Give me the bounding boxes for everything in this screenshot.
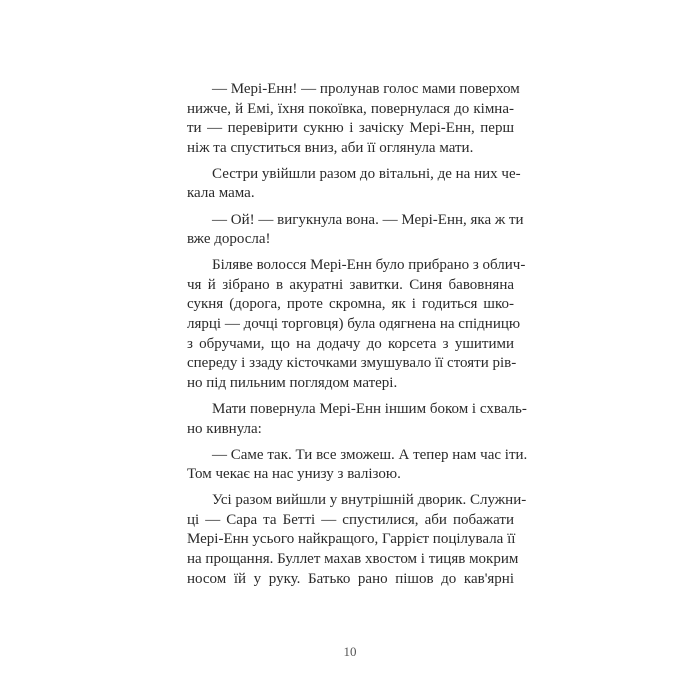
text-line: спереду і ззаду кісточками змушувало її стояти рів- [187,355,517,372]
text-line: нижче, й Емі, їхня покоївка, повернулася до кімна- [187,100,514,117]
text-line: на прощання. Буллет махав хвостом і тицяв мокрим [187,551,519,568]
text-line: ніж та спуститься вниз, аби її оглянула мати. [187,139,474,156]
text-line: Том чекає на нас унизу з валізою. [187,466,401,483]
text-line: ці — Сара та Бетті — спустилися, аби побажати [187,511,514,528]
text-line: — Ой! — вигукнула вона. — Мері-Енн, яка ж ти [212,211,524,228]
paragraph [187,446,528,485]
text-line: Біляве волосся Мері-Енн було прибрано з облич- [212,257,526,274]
text-line: Сестри увійшли разом до вітальні, де на них че- [212,165,521,182]
text-line: но під пильним поглядом матері. [187,374,398,391]
text-line: чя й зібрано в акуратні завитки. Синя бавовняна [187,276,514,293]
paragraph [187,165,521,204]
text-line: Мати повернула Мері-Енн іншим боком і схваль- [212,400,527,417]
text-line: — Мері-Енн! — пролунав голос мами поверхом [212,81,520,97]
text-line: носом їй у руку. Батько рано пішов до кав'ярні [187,570,514,587]
text-line: вже доросла! [187,231,271,248]
paragraph [187,256,526,393]
paragraph [187,211,524,250]
page-body-text [187,80,528,596]
text-line: Мері-Енн усього найкращого, Гаррієт поцілувала її [187,531,516,548]
text-line: но кивнула: [187,420,262,437]
text-line: з обручами, що на додачу до корсета з ушитими [187,335,514,352]
page-number: 10 [343,644,357,659]
text-line: Усі разом вийшли у внутрішній дворик. Служни- [212,492,527,509]
paragraph [187,400,527,439]
text-line: — Саме так. Ти все зможеш. А тепер нам час іти. [212,446,528,463]
text-line: ти — перевірити сукню і зачіску Мері-Енн, перш [187,120,514,137]
text-line: кала мама. [187,185,255,202]
text-line: лярці — дочці торговця) була одягнена на спідницю [187,316,521,333]
text-line: сукня (дорога, проте скромна, як і годиться шко- [187,296,514,313]
paragraph [187,80,520,158]
paragraph [187,491,527,589]
